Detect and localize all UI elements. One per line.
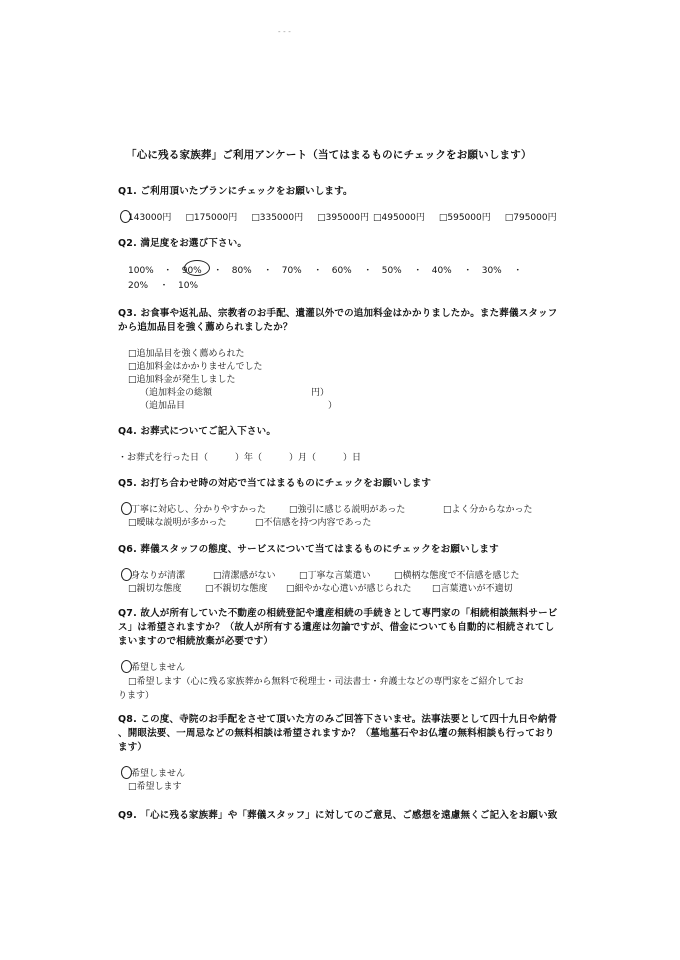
q5-question: Q5. お打ち合わせ時の対応で当てはまるものにチェックをお願いします [118, 478, 432, 489]
separator: ・ [363, 266, 373, 276]
q6-option-not-neat[interactable]: □清潔感がない [213, 571, 276, 581]
q3-question-line2: から追加品目を強く薦められましたか？ [118, 322, 293, 333]
q2-option-50[interactable]: 50% [381, 266, 402, 276]
q8-question-line2: 、開眼法要、一周忌などの無料相談は希望されますか？（墓地墓石やお仏壇の無料相談も行っており [118, 728, 555, 739]
q3-total-end: 円） [311, 388, 330, 398]
q6-option-improper-speech[interactable]: □言葉遣いが不適切 [432, 584, 513, 594]
q3-total-label: （追加料金の総額 [140, 388, 213, 398]
q6-option-unkind[interactable]: □不親切な態度 [205, 584, 268, 594]
separator: ・ [163, 266, 173, 276]
q7-option-no[interactable]: 希望しません [131, 663, 186, 673]
q2-scale-line1 [128, 265, 532, 277]
q2-option-40[interactable]: 40% [431, 266, 452, 276]
q6-question: Q6. 葬儀スタッフの態度、サービスについて当てはまるものにチェックをお願いします [118, 544, 499, 555]
q3-option-pushed[interactable]: □追加品目を強く薦められた [128, 349, 245, 359]
q8-question-line3: ます） [118, 742, 148, 753]
q8-option-no[interactable]: 希望しません [131, 769, 186, 779]
q3-option-extra-charge[interactable]: □追加料金が発生しました [128, 375, 236, 385]
survey-title: 「心に残る家族葬」ご利用アンケート（当てはまるものにチェックをお願いします） [126, 149, 532, 161]
q5-option-unclear[interactable]: □よく分からなかった [443, 505, 533, 515]
q1-options [128, 212, 571, 224]
q5-option-forceful[interactable]: □強引に感じる説明があった [289, 505, 406, 515]
q2-option-10[interactable]: 10% [178, 281, 199, 291]
q2-option-60[interactable]: 60% [331, 266, 352, 276]
separator: ・ [463, 266, 473, 276]
q3-option-no-charge[interactable]: □追加料金はかかりませんでした [128, 362, 263, 372]
q8-option-yes[interactable]: □希望します [128, 782, 182, 792]
q1-option-335000[interactable]: □335000円 [251, 213, 304, 223]
q2-option-90[interactable]: 90% [181, 266, 202, 276]
q5-option-distrust[interactable]: □不信感を持つ内容であった [255, 518, 372, 528]
q8-question-line1: Q8. この度、寺院のお手配をさせて頂いた方のみご回答下さいませ。法事法要として四十九日や納骨 [118, 714, 558, 725]
separator: ・ [413, 266, 423, 276]
q5-option-polite[interactable]: 丁寧に対応し、分かりやすかった [131, 505, 267, 515]
q2-option-20[interactable]: 20% [128, 281, 149, 291]
separator: ・ [513, 266, 523, 276]
q7-question-line2: ス」は希望されますか？（故人が所有する遺産は勿論ですが、借金についても自動的に相続されてし [118, 622, 555, 633]
q6-option-polite-speech[interactable]: □丁寧な言葉遣い [299, 571, 371, 581]
q2-option-30[interactable]: 30% [481, 266, 502, 276]
q1-option-795000[interactable]: □795000円 [504, 213, 557, 223]
q1-option-495000[interactable]: □495000円 [372, 213, 425, 223]
q6-option-attentive[interactable]: □細やかな心遣いが感じられた [286, 584, 412, 594]
q6-option-neat[interactable]: 身なりが清潔 [131, 571, 186, 581]
q1-option-395000[interactable]: □395000円 [317, 213, 369, 223]
q5-option-vague[interactable]: □曖昧な説明が多かった [128, 518, 227, 528]
q2-question: Q2. 満足度をお選び下さい。 [118, 238, 248, 249]
q3-items-end: ） [328, 401, 338, 411]
q1-option-143000[interactable]: 143000円 [128, 213, 172, 223]
q6-option-kind[interactable]: □親切な態度 [128, 584, 182, 594]
separator: ・ [159, 281, 169, 291]
q6-option-arrogant[interactable]: □横柄な態度で不信感を感じた [394, 571, 520, 581]
q7-question-line3: まいますので相続放棄が必要です） [118, 636, 274, 647]
separator: ・ [313, 266, 323, 276]
q1-option-175000[interactable]: □175000円 [185, 213, 238, 223]
q2-option-80[interactable]: 80% [231, 266, 252, 276]
q3-question-line1: Q3. お食事や返礼品、宗教者のお手配、遺灌以外での追加料金はかかりましたか。また葬儀スタッフ [118, 308, 558, 319]
q2-option-100[interactable]: 100% [128, 266, 154, 276]
q7-option-yes[interactable]: □希望します（心に残る家族葬から無料で税理士・司法書士・弁護士などの専門家をご紹介してお [128, 677, 524, 687]
q4-date-field[interactable]: ・お葬式を行った日（ ）年（ ）月（ ）日 [118, 453, 362, 463]
q1-question: Q1. ご利用頂いたプランにチェックをお願いします。 [118, 186, 353, 197]
q1-option-595000[interactable]: □595000円 [438, 213, 491, 223]
q2-option-70[interactable]: 70% [281, 266, 302, 276]
separator: ・ [213, 266, 223, 276]
q2-scale-line2 [128, 280, 200, 292]
q9-question: Q9. 「心に残る家族葬」や「葬儀スタッフ」に対してのご意見、ご感想を遠慮無くご記入をお願い致 [118, 810, 558, 821]
q7-question-line1: Q7. 故人が所有していた不動産の相続登記や遺産相続の手続きとして専門家の「相続相談無料サービ [118, 608, 558, 619]
top-marks: - - - [278, 28, 292, 36]
q3-items-label: （追加品目 [140, 401, 186, 411]
q7-option-yes-cont: ります） [118, 691, 155, 701]
q4-question: Q4. お葬式についてご記入下さい。 [118, 426, 277, 437]
separator: ・ [263, 266, 273, 276]
